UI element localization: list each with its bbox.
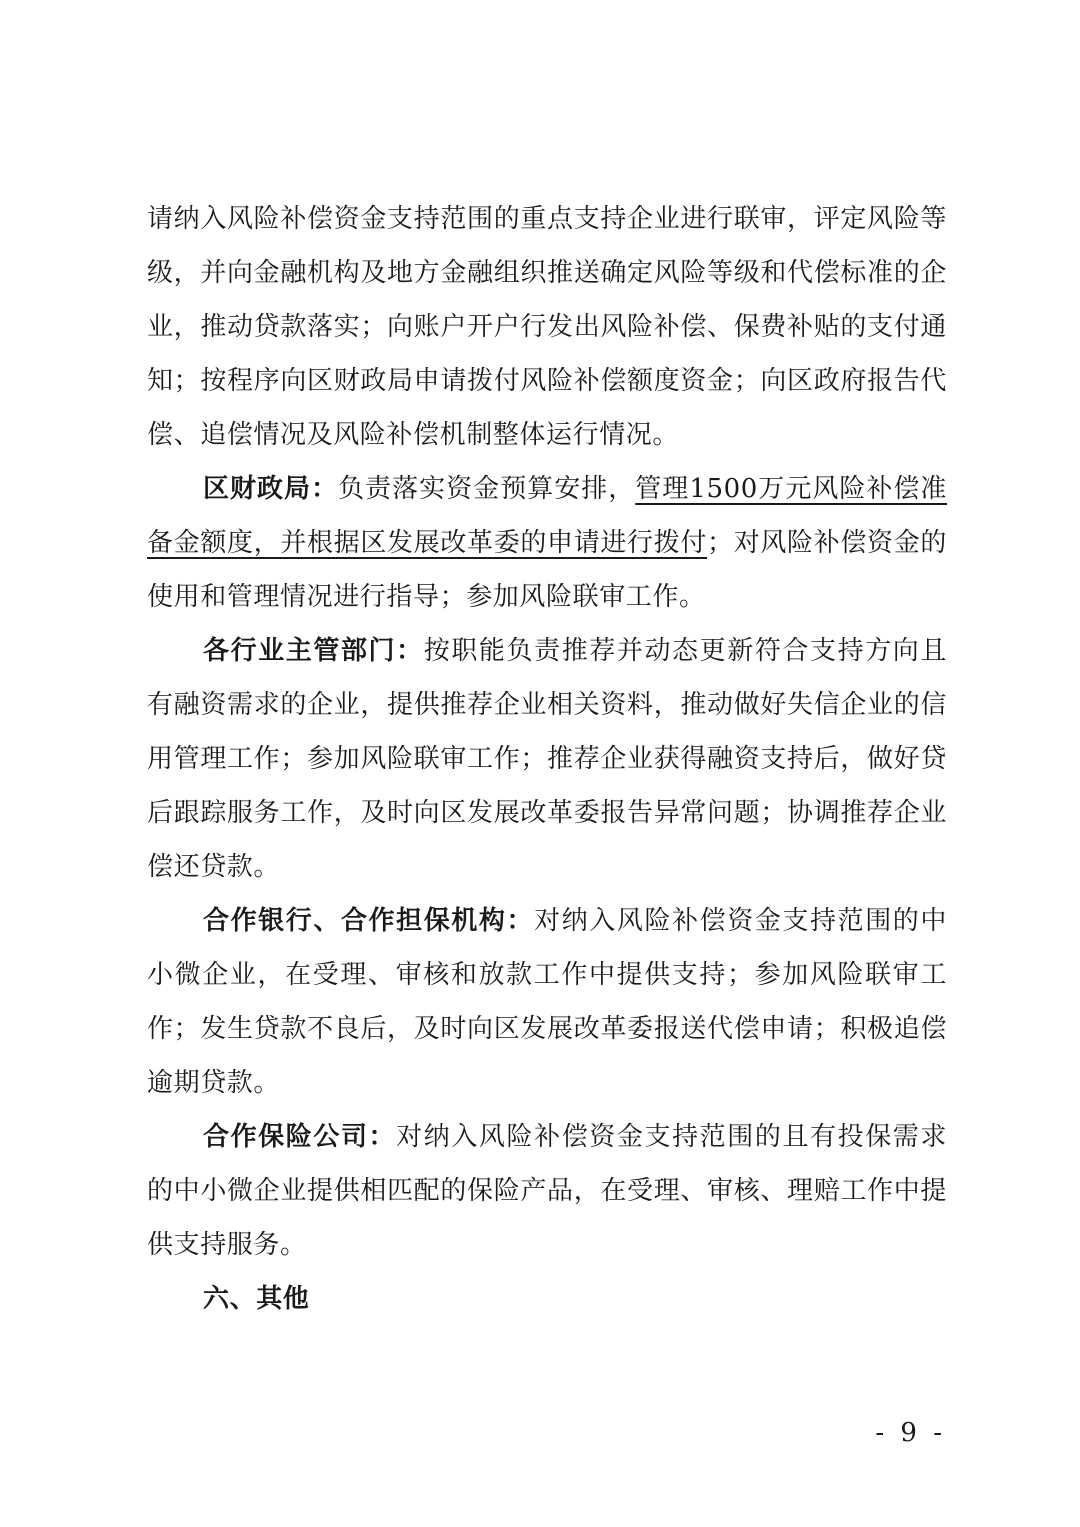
paragraph-text: 对纳入风险补偿资金支持范围的中小微企业，在受理、审核和放款工作中提供支持；参加风险联审工作；发生贷款不良后，及时向区发展改革委报送代偿申请；积极追偿逾期贷款。: [147, 906, 947, 1098]
paragraph-finance-bureau: [147, 462, 947, 624]
paragraph-lead: 合作银行、合作担保机构：: [203, 906, 535, 936]
section-heading: 六、其他: [203, 1284, 310, 1314]
page-number: - 9 -: [875, 1418, 946, 1448]
document-page: [147, 192, 947, 1326]
underlined-text: 管理1500万元风险补偿准备金额度，并根据区发展改革委的申请进行拨付: [147, 474, 947, 558]
paragraph-lead: 各行业主管部门：: [203, 636, 424, 666]
paragraph-industry-departments: [147, 624, 947, 894]
paragraph-text: 按职能负责推荐并动态更新符合支持方向且有融资需求的企业，提供推荐企业相关资料，推动做好失信企业的信用管理工作；参加风险联审工作；推荐企业获得融资支持后，做好贷后跟踪服务工作，及时向区发展改革委报告异常问题；协调推荐企业偿还贷款。: [147, 636, 947, 882]
paragraph-continuation: [147, 192, 947, 462]
paragraph-partner-banks: [147, 894, 947, 1110]
paragraph-lead: 区财政局：: [203, 474, 339, 504]
paragraph-text: 对纳入风险补偿资金支持范围的且有投保需求的中小微企业提供相匹配的保险产品，在受理、审核、理赔工作中提供支持服务。: [147, 1122, 947, 1260]
paragraph-lead: 合作保险公司：: [203, 1122, 397, 1152]
paragraph-insurance: [147, 1110, 947, 1272]
paragraph-text: ；对风险补偿资金的使用和管理情况进行指导；参加风险联审工作。: [147, 528, 947, 612]
paragraph-text: 请纳入风险补偿资金支持范围的重点支持企业进行联审，评定风险等级，并向金融机构及地方金融组织推送确定风险等级和代偿标准的企业，推动贷款落实；向账户开户行发出风险补偿、保费补贴的支付通知；按程序向区财政局申请拨付风险补偿额度资金；向区政府报告代偿、追偿情况及风险补偿机制整体运行情况。: [147, 204, 947, 450]
paragraph-text: 负责落实资金预算安排，: [338, 474, 636, 504]
